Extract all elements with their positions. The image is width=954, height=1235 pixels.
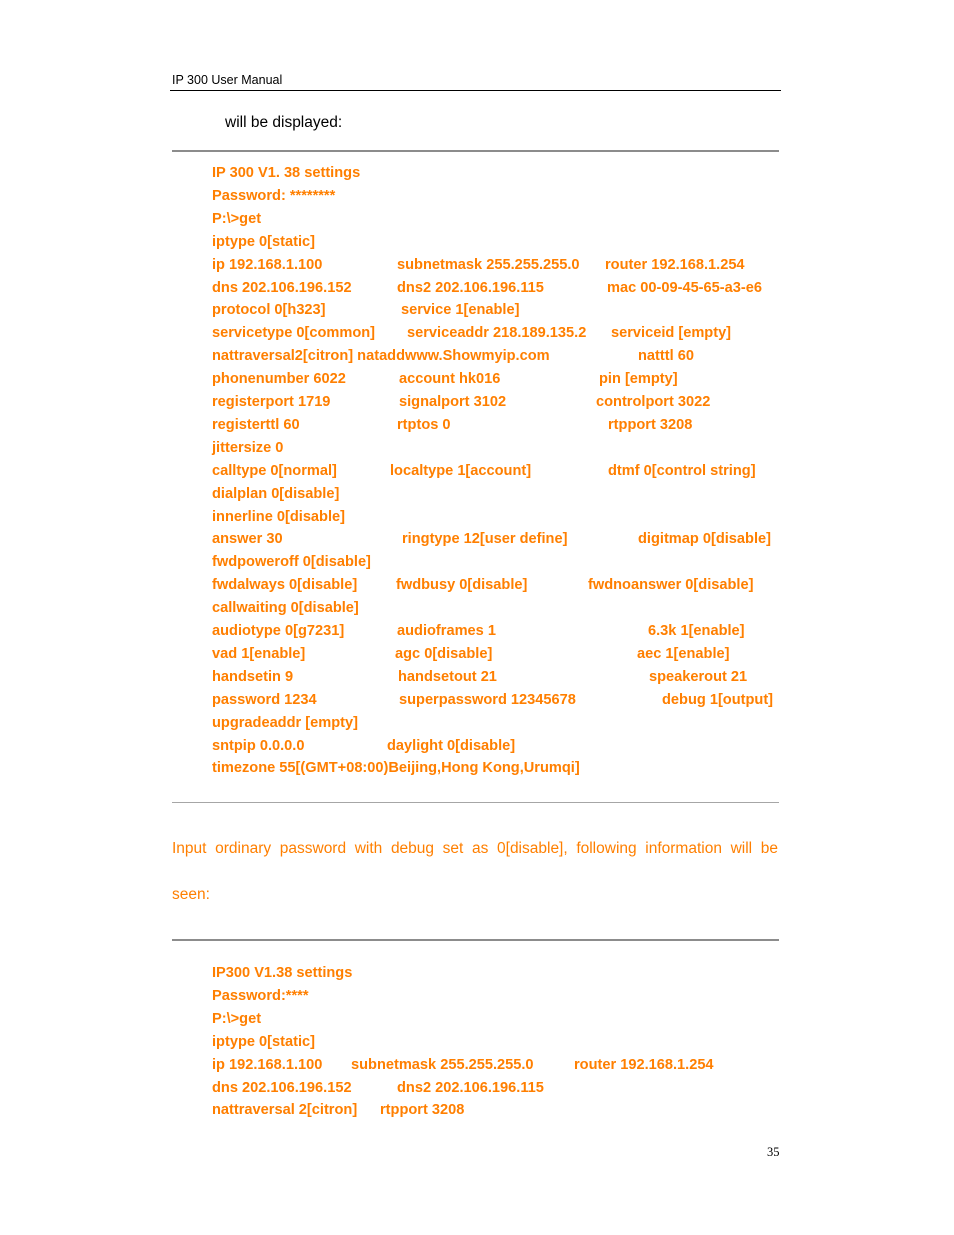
settings1-row-22-item-2: agc 0[disable] [395, 645, 493, 662]
paragraph-line-1: Input ordinary password with debug set as 0[disable], following information will be [172, 840, 778, 857]
settings1-row-14-item-2: localtype 1[account] [390, 462, 532, 479]
settings1-row-12-item-3: rtpport 3208 [608, 416, 693, 433]
settings1-row-10-item-1: phonenumber 6022 [212, 371, 346, 388]
settings2-row-5-item-1: ip 192.168.1.100 [212, 1056, 323, 1073]
settings1-row-3-item-1: P:\>get [212, 210, 262, 227]
settings1-row-17-item-2: ringtype 12[user define] [402, 531, 568, 548]
settings1-row-7-item-2: service 1[enable] [401, 302, 520, 319]
settings1-row-2-item-1: Password: ******** [212, 187, 336, 204]
intro-text: will be displayed: [225, 114, 343, 131]
settings1-row-4-item-1: iptype 0[static] [212, 233, 315, 250]
settings1-row-6-item-1: dns 202.106.196.152 [212, 279, 352, 296]
settings1-row-26-item-1: sntpip 0.0.0.0 [212, 737, 305, 754]
settings1-row-1-item-1: IP 300 V1. 38 settings [212, 165, 361, 181]
settings1-row-5-item-2: subnetmask 255.255.255.0 [397, 256, 580, 273]
settings1-row-6-item-2: dns2 202.106.196.115 [397, 279, 544, 296]
settings2-row-2-item-1: Password:**** [212, 987, 309, 1004]
settings1-row-12-item-2: rtptos 0 [397, 416, 451, 433]
settings1-row-13-item-1: jittersize 0 [212, 439, 284, 456]
block1-bottom-rule [172, 802, 779, 803]
settings1-row-19-item-1: fwdalways 0[disable] [212, 577, 358, 594]
settings1-row-19-item-2: fwdbusy 0[disable] [396, 577, 528, 594]
settings1-row-23-item-2: handsetout 21 [398, 668, 497, 685]
settings1-row-21-item-1: audiotype 0[g7231] [212, 623, 345, 639]
settings2-row-5-item-3: router 192.168.1.254 [574, 1056, 714, 1073]
settings1-row-11-item-3: controlport 3022 [596, 394, 711, 410]
settings1-row-26-item-2: daylight 0[disable] [387, 737, 516, 754]
settings1-row-9-item-2: natttl 60 [638, 348, 694, 365]
settings1-row-23-item-1: handsetin 9 [212, 668, 294, 685]
settings1-row-12-item-1: registerttl 60 [212, 416, 300, 433]
header-title: IP 300 User Manual [172, 73, 283, 87]
settings1-row-8-item-2: serviceaddr 218.189.135.2 [407, 325, 587, 342]
settings1-row-14-item-1: calltype 0[normal] [212, 462, 337, 479]
settings1-row-6-item-3: mac 00-09-45-65-a3-e6 [607, 279, 762, 296]
settings1-row-17-item-1: answer 30 [212, 531, 283, 548]
settings1-row-10-item-2: account hk016 [399, 371, 501, 388]
settings1-row-9-item-1: nattraversal2[citron] nataddwww.Showmyip.com [212, 348, 550, 365]
settings1-row-11-item-2: signalport 3102 [399, 394, 507, 410]
settings2-row-5-item-2: subnetmask 255.255.255.0 [351, 1056, 534, 1073]
settings1-row-20-item-1: callwaiting 0[disable] [212, 600, 359, 617]
settings1-row-27-item-1: timezone 55[(GMT+08:00)Beijing,Hong Kong,Urumqi] [212, 760, 580, 777]
settings1-row-24-item-3: debug 1[output] [662, 691, 774, 708]
settings1-row-15-item-1: dialplan 0[disable] [212, 485, 340, 502]
settings1-row-16-item-1: innerline 0[disable] [212, 508, 345, 525]
settings1-row-23-item-3: speakerout 21 [649, 668, 748, 685]
settings2-row-7-item-1: nattraversal 2[citron] [212, 1102, 358, 1119]
paragraph-line-2: seen: [172, 886, 210, 903]
settings1-row-5-item-3: router 192.168.1.254 [605, 256, 745, 273]
settings1-row-8-item-1: servicetype 0[common] [212, 325, 376, 342]
settings1-row-7-item-1: protocol 0[h323] [212, 302, 326, 319]
settings2-row-7-item-2: rtpport 3208 [380, 1102, 465, 1119]
settings1-row-8-item-3: serviceid [empty] [611, 325, 732, 342]
settings1-row-17-item-3: digitmap 0[disable] [638, 531, 771, 548]
settings1-row-24-item-1: password 1234 [212, 691, 317, 708]
settings2-row-6-item-1: dns 202.106.196.152 [212, 1079, 352, 1096]
settings1-row-22-item-3: aec 1[enable] [637, 645, 730, 662]
block2-top-rule [172, 939, 779, 941]
settings1-row-14-item-3: dtmf 0[control string] [608, 462, 756, 479]
settings1-row-22-item-1: vad 1[enable] [212, 645, 306, 662]
settings1-row-19-item-3: fwdnoanswer 0[disable] [588, 577, 754, 594]
settings1-row-21-item-2: audioframes 1 [397, 623, 496, 639]
block1-top-rule [172, 150, 779, 152]
settings1-row-10-item-3: pin [empty] [599, 371, 678, 388]
settings1-row-5-item-1: ip 192.168.1.100 [212, 256, 323, 273]
settings1-row-21-item-3: 6.3k 1[enable] [648, 623, 745, 639]
settings2-row-6-item-2: dns2 202.106.196.115 [397, 1079, 544, 1096]
header-rule [170, 90, 781, 91]
settings1-row-11-item-1: registerport 1719 [212, 394, 331, 410]
settings1-row-24-item-2: superpassword 12345678 [399, 691, 576, 708]
settings1-row-18-item-1: fwdpoweroff 0[disable] [212, 554, 371, 571]
settings2-row-1-item-1: IP300 V1.38 settings [212, 965, 353, 981]
settings2-row-4-item-1: iptype 0[static] [212, 1033, 315, 1050]
page-number: 35 [767, 1145, 780, 1159]
settings1-row-25-item-1: upgradeaddr [empty] [212, 714, 358, 731]
settings2-row-3-item-1: P:\>get [212, 1010, 262, 1027]
